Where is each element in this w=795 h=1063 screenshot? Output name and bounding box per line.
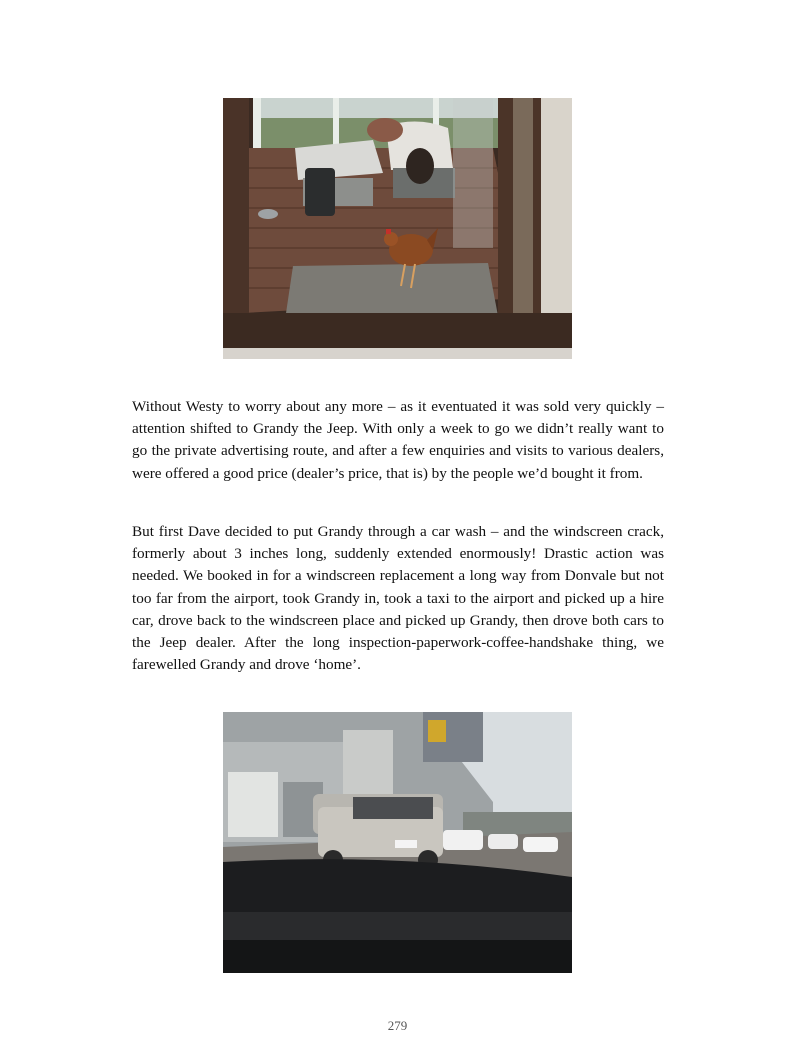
chicken-on-deck-photo bbox=[223, 98, 572, 359]
jeep-dealer-carpark-photo bbox=[223, 712, 572, 973]
paragraph-text: But first Dave decided to put Grandy through a car wash – and the windscreen crack, formerly about 3 inches long, suddenly extended enormously! Drastic action was needed. We booked in for a windscreen replacement a long way from Donvale but not too far from the airport, took Grandy in, took a taxi to the airport and picked up a hire car, drove back to the windscreen place and picked up Grandy, then drove both cars to the Jeep dealer. After the long inspection-paperwork-coffee-handshake thing, we farewelled Grandy and drove ‘home’. bbox=[132, 523, 664, 674]
paragraph-text: Without Westy to worry about any more – as it eventuated it was sold very quickly – attention shifted to Grandy the Jeep. With only a week to go we didn’t really want to go the private advertising route, and after a few enquiries and visits to various dealers, were offered a good price (dealer’s price, that is) by the people we’d bought it from. bbox=[132, 398, 664, 482]
body-paragraph-2 bbox=[132, 521, 664, 676]
body-paragraph-1 bbox=[132, 396, 664, 485]
page-number: 279 bbox=[387, 1018, 408, 1033]
